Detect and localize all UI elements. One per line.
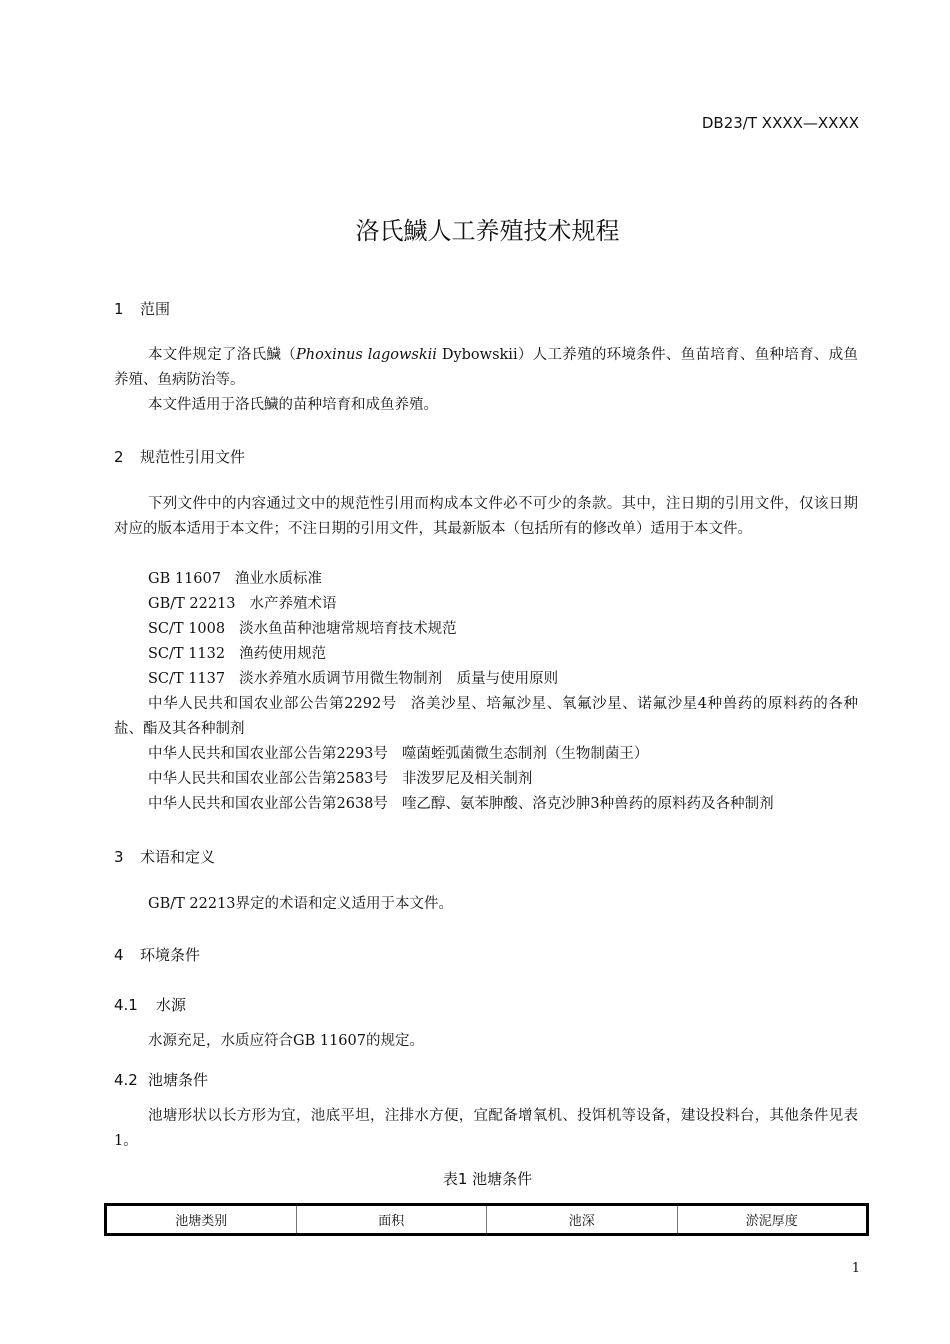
section-heading-1: 1 范围: [114, 300, 171, 318]
paragraph-scope: 本文件规定了洛氏鱥（Phoxinus lagowskii Dybowskii）人工养殖的环境条件、鱼苗培育、鱼种培育、成鱼养殖、鱼病防治等。: [114, 347, 859, 388]
reference-item: SC/T 1132 渔药使用规范: [148, 646, 327, 662]
table-header-row: [106, 1205, 868, 1235]
reference-item: SC/T 1137 淡水养殖水质调节用微生物制剂 质量与使用原则: [148, 671, 559, 687]
paragraph-terms: GB/T 22213界定的术语和定义适用于本文件。: [148, 896, 454, 912]
section-heading-3: 3 术语和定义: [114, 848, 216, 866]
reference-item: GB 11607 渔业水质标准: [148, 571, 322, 587]
section-heading-2: 2 规范性引用文件: [114, 448, 246, 466]
document-title: 洛氏鱥人工养殖技术规程: [355, 217, 620, 245]
section-heading-4-1: 4.1 水源: [114, 996, 187, 1014]
paragraph-applicability: 本文件适用于洛氏鱥的苗种培育和成鱼养殖。: [148, 397, 438, 413]
section-heading-4: 4 环境条件: [114, 946, 201, 964]
reference-item: GB/T 22213 水产养殖术语: [148, 596, 337, 612]
table-header-cell: 池塘类别: [106, 1205, 297, 1235]
reference-list: [0, 567, 950, 817]
table-caption: 表1 池塘条件: [442, 1170, 533, 1188]
document-number: DB23/T XXXX—XXXX: [701, 114, 859, 132]
pond-conditions-table: [104, 1203, 869, 1236]
reference-item: SC/T 1008 淡水鱼苗种池塘常规培育技术规范: [148, 621, 457, 637]
reference-item: 中华人民共和国农业部公告第2292号 洛美沙星、培氟沙星、氧氟沙星、诺氟沙星4种兽药的原料药的各种盐、酯及其各种制剂: [114, 696, 858, 737]
section-heading-4-2: 4.2 池塘条件: [114, 1071, 209, 1089]
paragraph-pond-conditions: 池塘形状以长方形为宜，池底平坦，注排水方便，宜配备增氧机、投饵机等设备，建设投料台，其他条件见表1。: [114, 1108, 858, 1149]
page-number: 1: [851, 1261, 860, 1276]
reference-item: 中华人民共和国农业部公告第2293号 噬菌蛭弧菌微生态制剂（生物制菌王）: [148, 746, 649, 762]
paragraph-references-intro: 下列文件中的内容通过文中的规范性引用而构成本文件必不可少的条款。其中，注日期的引用文件，仅该日期对应的版本适用于本文件；不注日期的引用文件，其最新版本（包括所有的修改单）适用于本文件。: [114, 496, 858, 537]
reference-item: 中华人民共和国农业部公告第2583号 非泼罗尼及相关制剂: [148, 771, 533, 787]
paragraph-water-source: 水源充足，水质应符合GB 11607的规定。: [148, 1033, 424, 1049]
reference-item: 中华人民共和国农业部公告第2638号 喹乙醇、氨苯胂酸、洛克沙胂3种兽药的原料药及各种制剂: [148, 796, 774, 812]
table-header-cell: 池深: [487, 1205, 678, 1235]
latin-name: Phoxinus lagowskii: [296, 347, 437, 363]
table-header-cell: 淤泥厚度: [677, 1205, 868, 1235]
table-header-cell: 面积: [296, 1205, 487, 1235]
